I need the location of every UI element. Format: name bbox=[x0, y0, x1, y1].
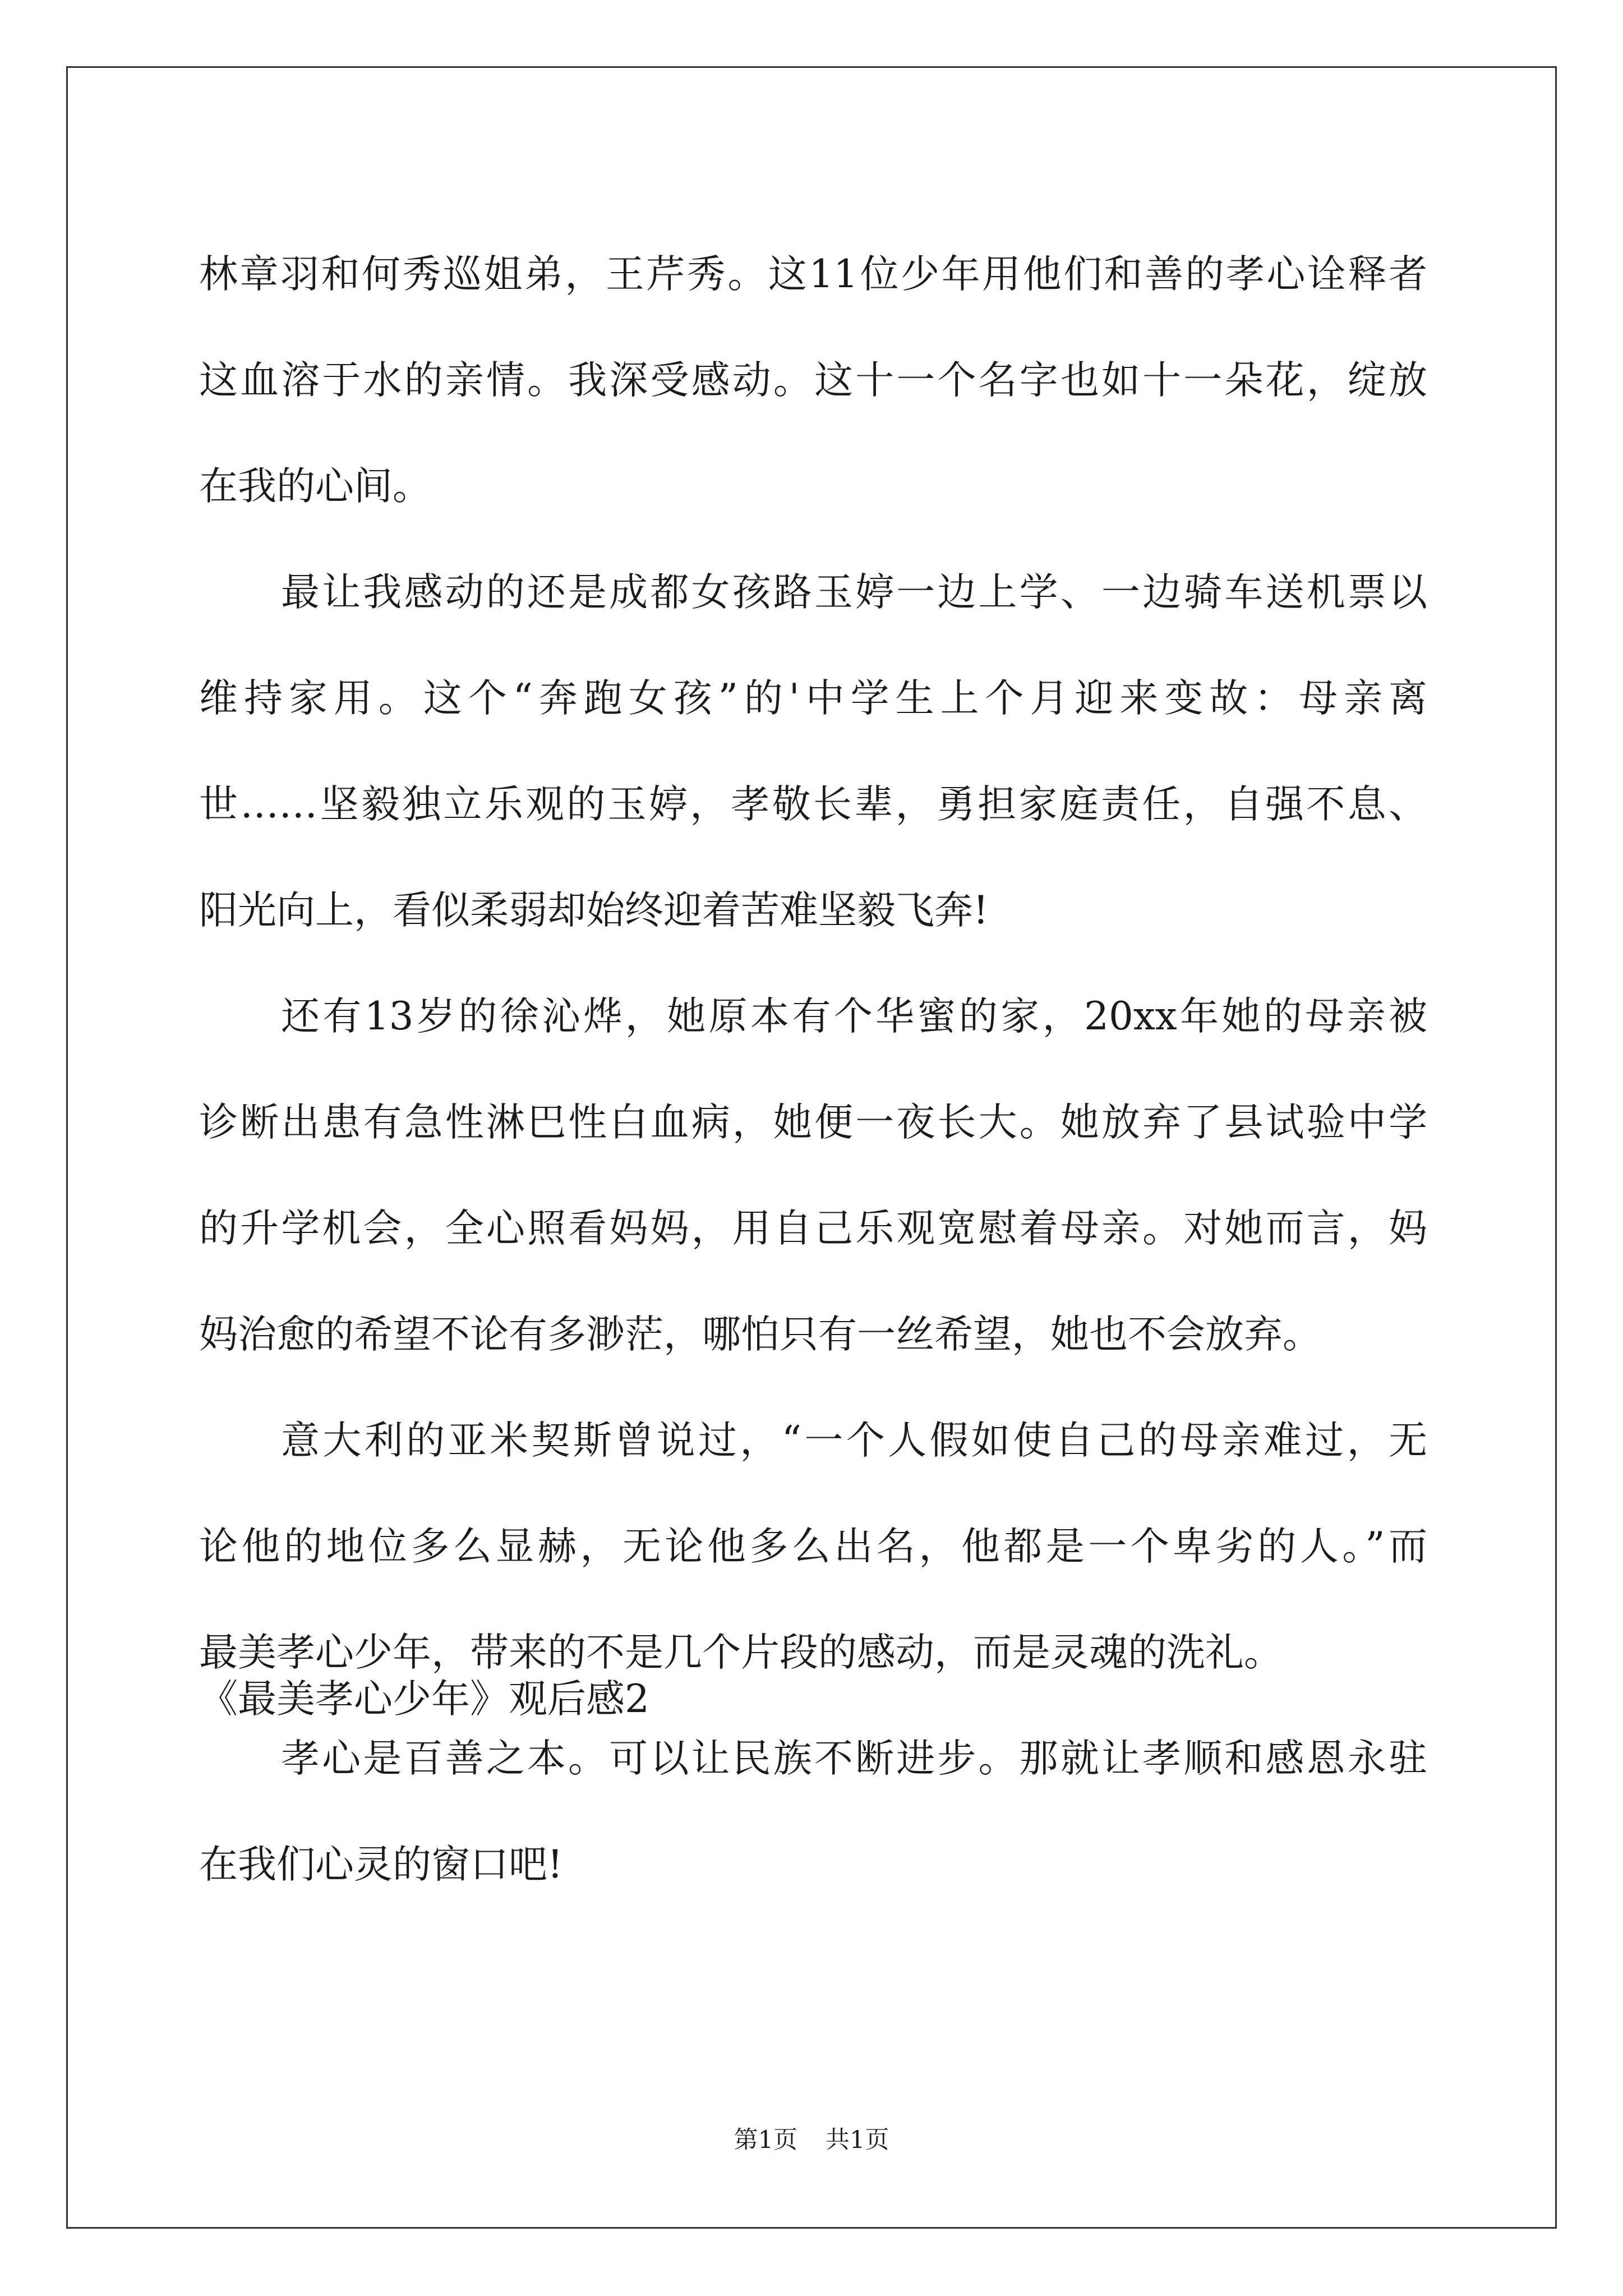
paragraph-1-line-3: 在我的心间。 bbox=[199, 464, 431, 509]
paragraph-3-line-2: 诊断出患有急性淋巴性白血病，她便一夜长大。她放弃了县试验中学 bbox=[199, 1100, 1427, 1145]
paragraph-2-line-4: 阳光向上，看似柔弱却始终迎着苦难坚毅飞奔! bbox=[199, 888, 989, 933]
page-number-current: 第1页 bbox=[734, 2126, 797, 2154]
paragraph-2-line-2: 维持家用。这个“奔跑女孩”的'中学生上个月迎来变故：母亲离 bbox=[199, 676, 1427, 721]
paragraph-3-line-3: 的升学机会，全心照看妈妈，用自己乐观宽慰着母亲。对她而言，妈 bbox=[199, 1206, 1427, 1251]
section-heading: 《最美孝心少年》观后感2 bbox=[199, 1677, 649, 1722]
page-number-total: 共1页 bbox=[826, 2126, 889, 2154]
paragraph-1-line-1: 林章羽和何秀巡姐弟，王芹秀。这11位少年用他们和善的孝心诠释者 bbox=[199, 252, 1427, 297]
page-footer bbox=[0, 2123, 1623, 2157]
paragraph-2-line-1: 最让我感动的还是成都女孩路玉婷一边上学、一边骑车送机票以 bbox=[281, 570, 1427, 615]
paragraph-4-line-3: 最美孝心少年，带来的不是几个片段的感动，而是灵魂的洗礼。 bbox=[199, 1630, 1283, 1675]
paragraph-3-line-4: 妈治愈的希望不论有多渺茫，哪怕只有一丝希望，她也不会放弃。 bbox=[199, 1312, 1321, 1357]
paragraph-4-line-2: 论他的地位多么显赫，无论他多么出名，他都是一个卑劣的人。”而 bbox=[199, 1524, 1427, 1569]
paragraph-1-line-2: 这血溶于水的亲情。我深受感动。这十一个名字也如十一朵花，绽放 bbox=[199, 358, 1427, 403]
paragraph-5-line-1: 孝心是百善之本。可以让民族不断进步。那就让孝顺和感恩永驻 bbox=[281, 1736, 1427, 1781]
paragraph-2-line-3: 世……坚毅独立乐观的玉婷，孝敬长辈，勇担家庭责任，自强不息、 bbox=[199, 782, 1427, 827]
paragraph-5-line-2: 在我们心灵的窗口吧! bbox=[199, 1842, 563, 1887]
paragraph-3-line-1: 还有13岁的徐沁烨，她原本有个华蜜的家，20xx年她的母亲被 bbox=[281, 994, 1427, 1039]
document-body bbox=[199, 222, 1427, 1918]
paragraph-4-line-1: 意大利的亚米契斯曾说过，“一个人假如使自己的母亲难过，无 bbox=[281, 1418, 1427, 1463]
